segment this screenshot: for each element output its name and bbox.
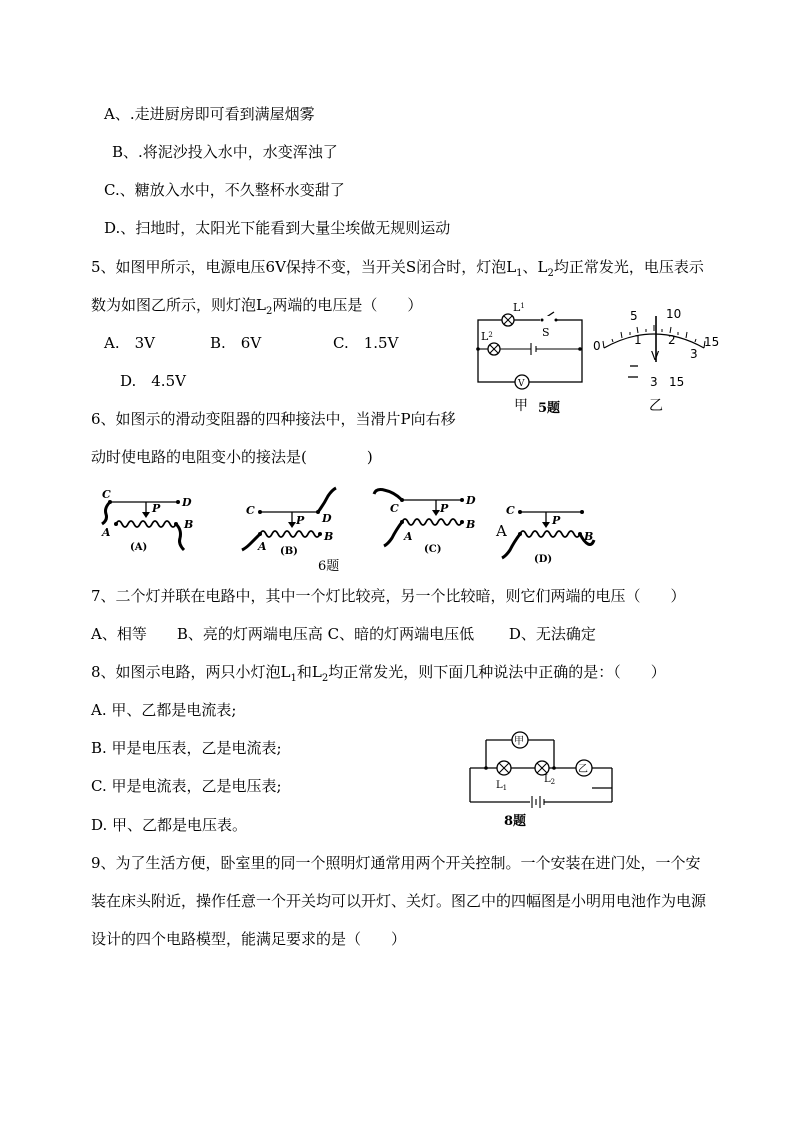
meter-jia-label: 甲 xyxy=(514,736,524,747)
q8-sub2: 2 xyxy=(321,673,329,684)
q6-stem-line1: 6、如图示的滑动变阻器的四种接法中，当滑片P向右移 xyxy=(91,410,456,428)
q7-stem: 7、二个灯并联在电路中，其中一个灯比较亮，另一个比较暗，则它们两端的电压（ ） xyxy=(91,587,686,605)
q5-sub2: 2 xyxy=(547,268,554,279)
label-b: B xyxy=(584,530,594,543)
q7-options: A、相等 B、亮的灯两端电压高 C、暗的灯两端电压低 D、无法确定 xyxy=(91,625,596,643)
dial-bottom-0: 0 xyxy=(593,339,601,353)
label-b: B xyxy=(324,530,334,543)
q4-option-a: A、.走进厨房即可看到满屋烟雾 xyxy=(104,105,315,123)
label-a: A xyxy=(258,540,267,553)
label-p: P xyxy=(552,514,561,527)
dial-bottom-3: 3 xyxy=(690,347,698,361)
q6-stem-line2: 动时使电路的电阻变小的接法是( ) xyxy=(91,448,373,466)
label-d: D xyxy=(182,496,192,509)
q6-fig-caption: 6题 xyxy=(318,559,340,574)
q9-line1: 9、为了生活方便，卧室里的同一个照明灯通常用两个开关控制。一个安装在进门处，一个安 xyxy=(91,854,701,872)
fig5-caption-jia: 甲 xyxy=(514,398,528,414)
lamp-l2-label: $L_2$ xyxy=(544,774,556,786)
q5-option-a: A. 3V xyxy=(104,334,155,352)
q8-stem xyxy=(91,662,666,689)
q5-circuit-figure xyxy=(470,300,590,416)
q5-stem-line1 xyxy=(91,257,704,284)
dial-unit: V xyxy=(651,349,660,363)
fig5-switch-label: S xyxy=(542,326,550,339)
q8-fig-caption: 8题 xyxy=(504,814,527,829)
dial-terminal-3: 3 xyxy=(650,375,658,389)
label-big-a: A xyxy=(496,522,507,540)
caption-a: (A) xyxy=(130,542,148,553)
q9-line2: 装在床头附近，操作任意一个开关均可以开灯、关灯。图乙中的四幅图是小明用电池作为电源 xyxy=(91,892,707,910)
fig5-voltmeter-label: V xyxy=(518,379,525,389)
label-p: P xyxy=(440,502,449,515)
label-a: A xyxy=(404,530,413,543)
label-d: D xyxy=(466,494,476,507)
label-p: P xyxy=(296,514,305,527)
q5-stem-part: 5、如图甲所示，电源电压6V保持不变，当开关S闭合时，灯泡L xyxy=(91,258,517,276)
q6-rheostat-figures xyxy=(96,484,616,576)
q4-option-c: C.、糖放入水中，不久整杯水变甜了 xyxy=(104,181,345,199)
meter-yi-label: 乙 xyxy=(578,764,588,775)
q5-option-b: B. 6V xyxy=(210,334,262,352)
q8-sub1: 1 xyxy=(290,673,297,684)
q8-and: 和L xyxy=(296,663,322,681)
q5-stem-line2 xyxy=(91,295,422,322)
q8-option-d: D. 甲、乙都是电压表。 xyxy=(91,816,248,834)
q8-option-c: C. 甲是电流表，乙是电压表; xyxy=(91,777,282,795)
q5-sub1: 1 xyxy=(516,268,523,279)
label-b: B xyxy=(184,518,194,531)
caption-c: (C) xyxy=(424,544,442,555)
label-b: B xyxy=(466,518,476,531)
q8-stem-part: 均正常发光，则下面几种说法中正确的是：（ ） xyxy=(328,663,666,681)
q5-sub: 2 xyxy=(265,306,273,317)
q8-option-b: B. 甲是电压表，乙是电流表; xyxy=(91,739,282,757)
q5-stem-part: 数为如图乙所示，则灯泡L xyxy=(91,296,266,314)
rheostat-d xyxy=(495,504,594,565)
q4-option-d: D.、扫地时，太阳光下能看到大量尘埃做无规则运动 xyxy=(104,219,451,237)
q8-stem-part: 8、如图示电路，两只小灯泡L xyxy=(91,663,291,681)
q8-circuit-figure xyxy=(464,728,624,828)
dial-caption: 乙 xyxy=(649,398,663,414)
label-a: A xyxy=(102,526,111,539)
q5-option-d: D. 4.5V xyxy=(120,372,186,390)
dial-bottom-2: 2 xyxy=(668,333,676,347)
label-d: D xyxy=(322,512,332,525)
label-c: C xyxy=(390,502,399,515)
fig5-l1-label: $L^1$ xyxy=(513,301,525,314)
lamp-l1-label: $L_1$ xyxy=(496,780,508,792)
dial-bottom-1: 1 xyxy=(634,333,642,347)
fig5-l2-label: $L^2$ xyxy=(481,330,493,343)
caption-d: (D) xyxy=(534,554,553,565)
label-p: P xyxy=(152,502,161,515)
q5-option-c: C. 1.5V xyxy=(333,334,399,352)
q5-stem-part: 均正常发光，电压表示 xyxy=(553,258,704,276)
fig5-caption-num: 5题 xyxy=(538,401,561,416)
rheostat-b xyxy=(242,488,336,557)
label-c: C xyxy=(102,488,111,501)
q5-stem-part: 两端的电压是（ ） xyxy=(272,296,423,314)
rheostat-a xyxy=(101,488,193,553)
q5-voltmeter-dial xyxy=(592,300,724,416)
label-c: C xyxy=(246,504,255,517)
dial-terminal-15: 15 xyxy=(669,375,685,389)
dial-top-5: 5 xyxy=(630,309,638,323)
caption-b: (B) xyxy=(280,546,298,557)
dial-top-15: 15 xyxy=(704,335,720,349)
rheostat-c xyxy=(374,490,476,556)
q9-line3: 设计的四个电路模型，能满足要求的是（ ） xyxy=(91,930,407,948)
dial-top-10: 10 xyxy=(666,307,682,321)
q4-option-b: B、.将泥沙投入水中，水变浑浊了 xyxy=(112,143,338,161)
q5-sep: 、L xyxy=(522,258,548,276)
q8-option-a: A. 甲、乙都是电流表; xyxy=(91,701,237,719)
label-c: C xyxy=(506,504,515,517)
